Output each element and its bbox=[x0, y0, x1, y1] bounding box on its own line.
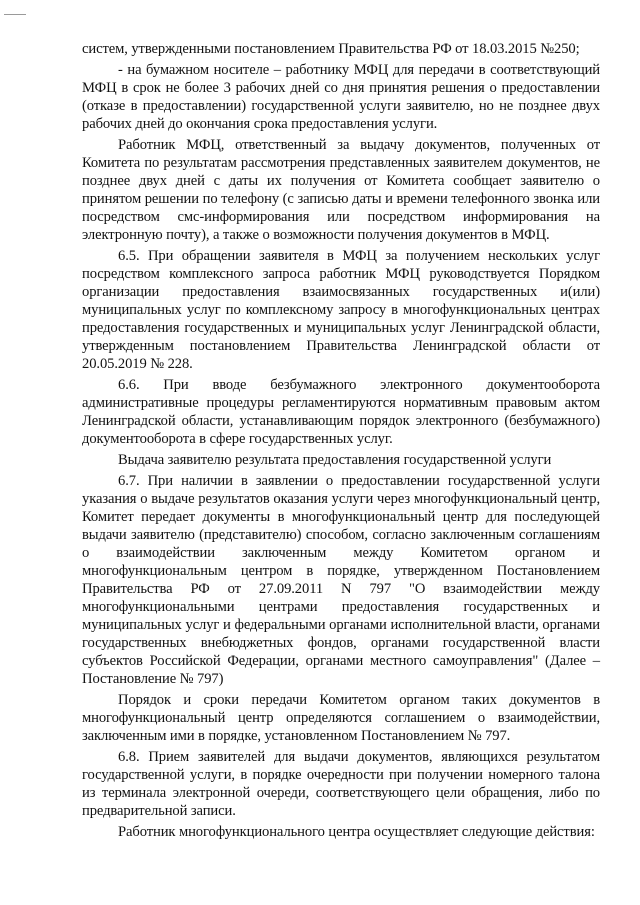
paragraph-continuation: систем, утвержденными постановлением Правительства РФ от 18.03.2015 №250; bbox=[82, 41, 580, 57]
document-page bbox=[82, 40, 600, 844]
section-heading-result-delivery: Выдача заявителю результата предоставления государственной услуги bbox=[118, 452, 552, 468]
scan-corner-mark bbox=[4, 14, 26, 15]
paragraph-worker-actions: Работник многофункционального центра осуществляет следующие действия: bbox=[118, 824, 595, 840]
paragraph-6-8: 6.8. Прием заявителей для выдачи документов, являющихся результатом государственной услуги, в порядке очередности при получении номерного талона из терминала электронной очереди, соответствующего цели обращения, либо по предварительной записи. bbox=[82, 749, 600, 819]
paragraph-6-6: 6.6. При вводе безбумажного электронного документооборота административные процедуры регламентируются нормативным правовым актом Ленинградской области, устанавливающим порядок электронного (безбумажного) документооборота в сфере государственных услуг. bbox=[82, 377, 600, 447]
paragraph-6-7: 6.7. При наличии в заявлении о предоставлении государственной услуги указания о выдаче результатов оказания услуги через многофункциональный центр, Комитет передает документы в многофункциональный центр для последующей выдачи заявителю (представителю) способом, согласно заключенным соглашениям о взаимодействии заключенным между Комитетом органом и многофункциональным центром в порядке, утвержденном Постановлением Правительства РФ от 27.09.2011 N 797 "О взаимодействии между многофункциональными центрами предоставления государственных и муниципальных услуг и федеральными органами исполнительной власти, органами государственных внебюджетных фондов, органами государственной власти субъектов Российской Федерации, органами местного самоуправления" (Далее – Постановление № 797) bbox=[82, 473, 600, 687]
paragraph-transfer-procedure: Порядок и сроки передачи Комитетом органом таких документов в многофункциональный центр определяются соглашением о взаимодействии, заключенным ими в порядке, установленном Постановлением № 797. bbox=[82, 692, 600, 744]
paragraph-mfc-worker: Работник МФЦ, ответственный за выдачу документов, полученных от Комитета по результатам рассмотрения представленных заявителем документов, не позднее двух дней с даты их получения от Комитета сообщает заявителю о принятом решении по телефону (с записью даты и времени телефонного звонка или посредством смс-информирования или посредством информирования на электронную почту), а также о возможности получения документов в МФЦ. bbox=[82, 137, 600, 243]
paragraph-6-5: 6.5. При обращении заявителя в МФЦ за получением нескольких услуг посредством комплексного запроса работник МФЦ руководствуется Порядком организации предоставления взаимосвязанных государственных и(или) муниципальных услуг по комплексному запросу в многофункциональных центрах предоставления государственных и муниципальных услуг Ленинградской области, утвержденным постановлением Правительства Ленинградской области от 20.05.2019 № 228. bbox=[82, 248, 600, 372]
paragraph-paper-carrier: - на бумажном носителе – работнику МФЦ для передачи в соответствующий МФЦ в срок не более 3 рабочих дней со дня принятия решения о предоставлении (отказе в предоставлении) государственной услуги заявителю, но не позднее двух рабочих дней до окончания срока предоставления услуги. bbox=[82, 62, 600, 132]
